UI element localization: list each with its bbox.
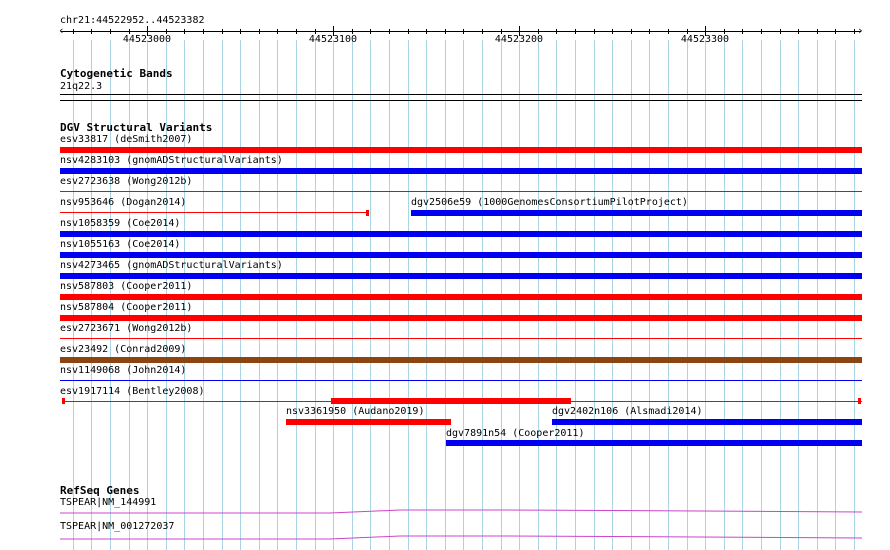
variant-core-bar[interactable] [331,398,571,404]
ruler-tick-label: 44523300 [680,34,730,45]
variant-bar[interactable] [446,440,862,446]
ruler-minor-tick [780,29,781,34]
ruler-minor-tick [184,29,185,34]
ruler-minor-tick [482,29,483,34]
ruler-left-arrow-icon: ‹ [58,24,65,37]
refseq-track-title[interactable]: RefSeq Genes [60,484,140,497]
ruler-tick-label: 44523200 [494,34,544,45]
ruler-minor-tick [463,29,464,34]
ruler-minor-tick [594,29,595,34]
ruler-minor-tick [370,29,371,34]
ruler-right-arrow-icon: › [857,24,864,37]
location-label: chr21:44522952..44523382 [60,15,205,26]
variant-bar[interactable] [60,380,862,381]
ruler-minor-tick [835,29,836,34]
variant-label[interactable]: nsv4273465 (gnomADStructuralVariants) [60,260,283,271]
variant-bar[interactable] [552,419,862,425]
cytoband-top-line [60,94,862,95]
variant-bar[interactable] [60,231,862,237]
ruler-minor-tick [73,29,74,34]
variant-label[interactable]: dgv7891n54 (Cooper2011) [446,428,585,439]
ruler-minor-tick [240,29,241,34]
variant-start-cap [62,398,65,404]
variant-label[interactable]: esv2723638 (Wong2012b) [60,176,193,187]
variant-label[interactable]: dgv2506e59 (1000GenomesConsortiumPilotProject) [411,197,688,208]
ruler-minor-tick [761,29,762,34]
ruler-minor-tick [854,29,855,34]
ruler-minor-tick [203,29,204,34]
ruler-minor-tick [110,29,111,34]
cytoband-label[interactable]: 21q22.3 [60,81,103,92]
variant-bar[interactable] [60,191,862,192]
ruler-minor-tick [575,29,576,34]
variant-end-cap [858,398,861,404]
gene-label[interactable]: TSPEAR|NM_144991 [60,497,157,508]
ruler-axis [61,31,861,32]
variant-bar[interactable] [60,168,862,174]
ruler-minor-tick [296,29,297,34]
ruler-minor-tick [668,29,669,34]
variant-bar[interactable] [286,419,451,425]
variant-bar[interactable] [60,315,862,321]
ruler-minor-tick [798,29,799,34]
variant-bar[interactable] [60,357,862,363]
variant-bar[interactable] [60,338,862,339]
variant-label[interactable]: nsv1149068 (John2014) [60,365,187,376]
ruler-minor-tick [389,29,390,34]
variant-bar[interactable] [60,294,862,300]
ruler-minor-tick [742,29,743,34]
variant-label[interactable]: dgv2402n106 (Alsmadi2014) [552,406,703,417]
cytoband-track-title[interactable]: Cytogenetic Bands [60,67,173,80]
ruler-minor-tick [612,29,613,34]
variant-bar[interactable] [411,210,862,216]
ruler-tick-label: 44523000 [122,34,172,45]
variant-bar[interactable] [60,273,862,279]
variant-label[interactable]: nsv953646 (Dogan2014) [60,197,187,208]
variant-label[interactable]: esv2723671 (Wong2012b) [60,323,193,334]
ruler-minor-tick [222,29,223,34]
ruler-minor-tick [817,29,818,34]
ruler-minor-tick [408,29,409,34]
ruler-minor-tick [426,29,427,34]
variant-end-cap [366,210,369,216]
cytoband-bottom-line [60,100,862,101]
ruler-minor-tick [259,29,260,34]
variant-label[interactable]: esv1917114 (Bentley2008) [60,386,205,397]
variant-label[interactable]: nsv1055163 (Coe2014) [60,239,181,250]
gene-label[interactable]: TSPEAR|NM_001272037 [60,521,175,532]
ruler-minor-tick [91,29,92,34]
variant-label[interactable]: nsv587804 (Cooper2011) [60,302,193,313]
dgv-track-title[interactable]: DGV Structural Variants [60,121,213,134]
ruler-tick-label: 44523100 [308,34,358,45]
variant-label[interactable]: nsv4283103 (gnomADStructuralVariants) [60,155,283,166]
variant-bar[interactable] [60,212,369,213]
variant-bar[interactable] [60,252,862,258]
variant-label[interactable]: esv23492 (Conrad2009) [60,344,187,355]
ruler-minor-tick [277,29,278,34]
ruler-minor-tick [445,29,446,34]
variant-bar[interactable] [60,147,862,153]
ruler-minor-tick [556,29,557,34]
variant-label[interactable]: esv33817 (deSmith2007) [60,134,193,145]
variant-label[interactable]: nsv587803 (Cooper2011) [60,281,193,292]
variant-label[interactable]: nsv3361950 (Audano2019) [286,406,425,417]
variant-label[interactable]: nsv1058359 (Coe2014) [60,218,181,229]
ruler-minor-tick [649,29,650,34]
ruler-minor-tick [631,29,632,34]
